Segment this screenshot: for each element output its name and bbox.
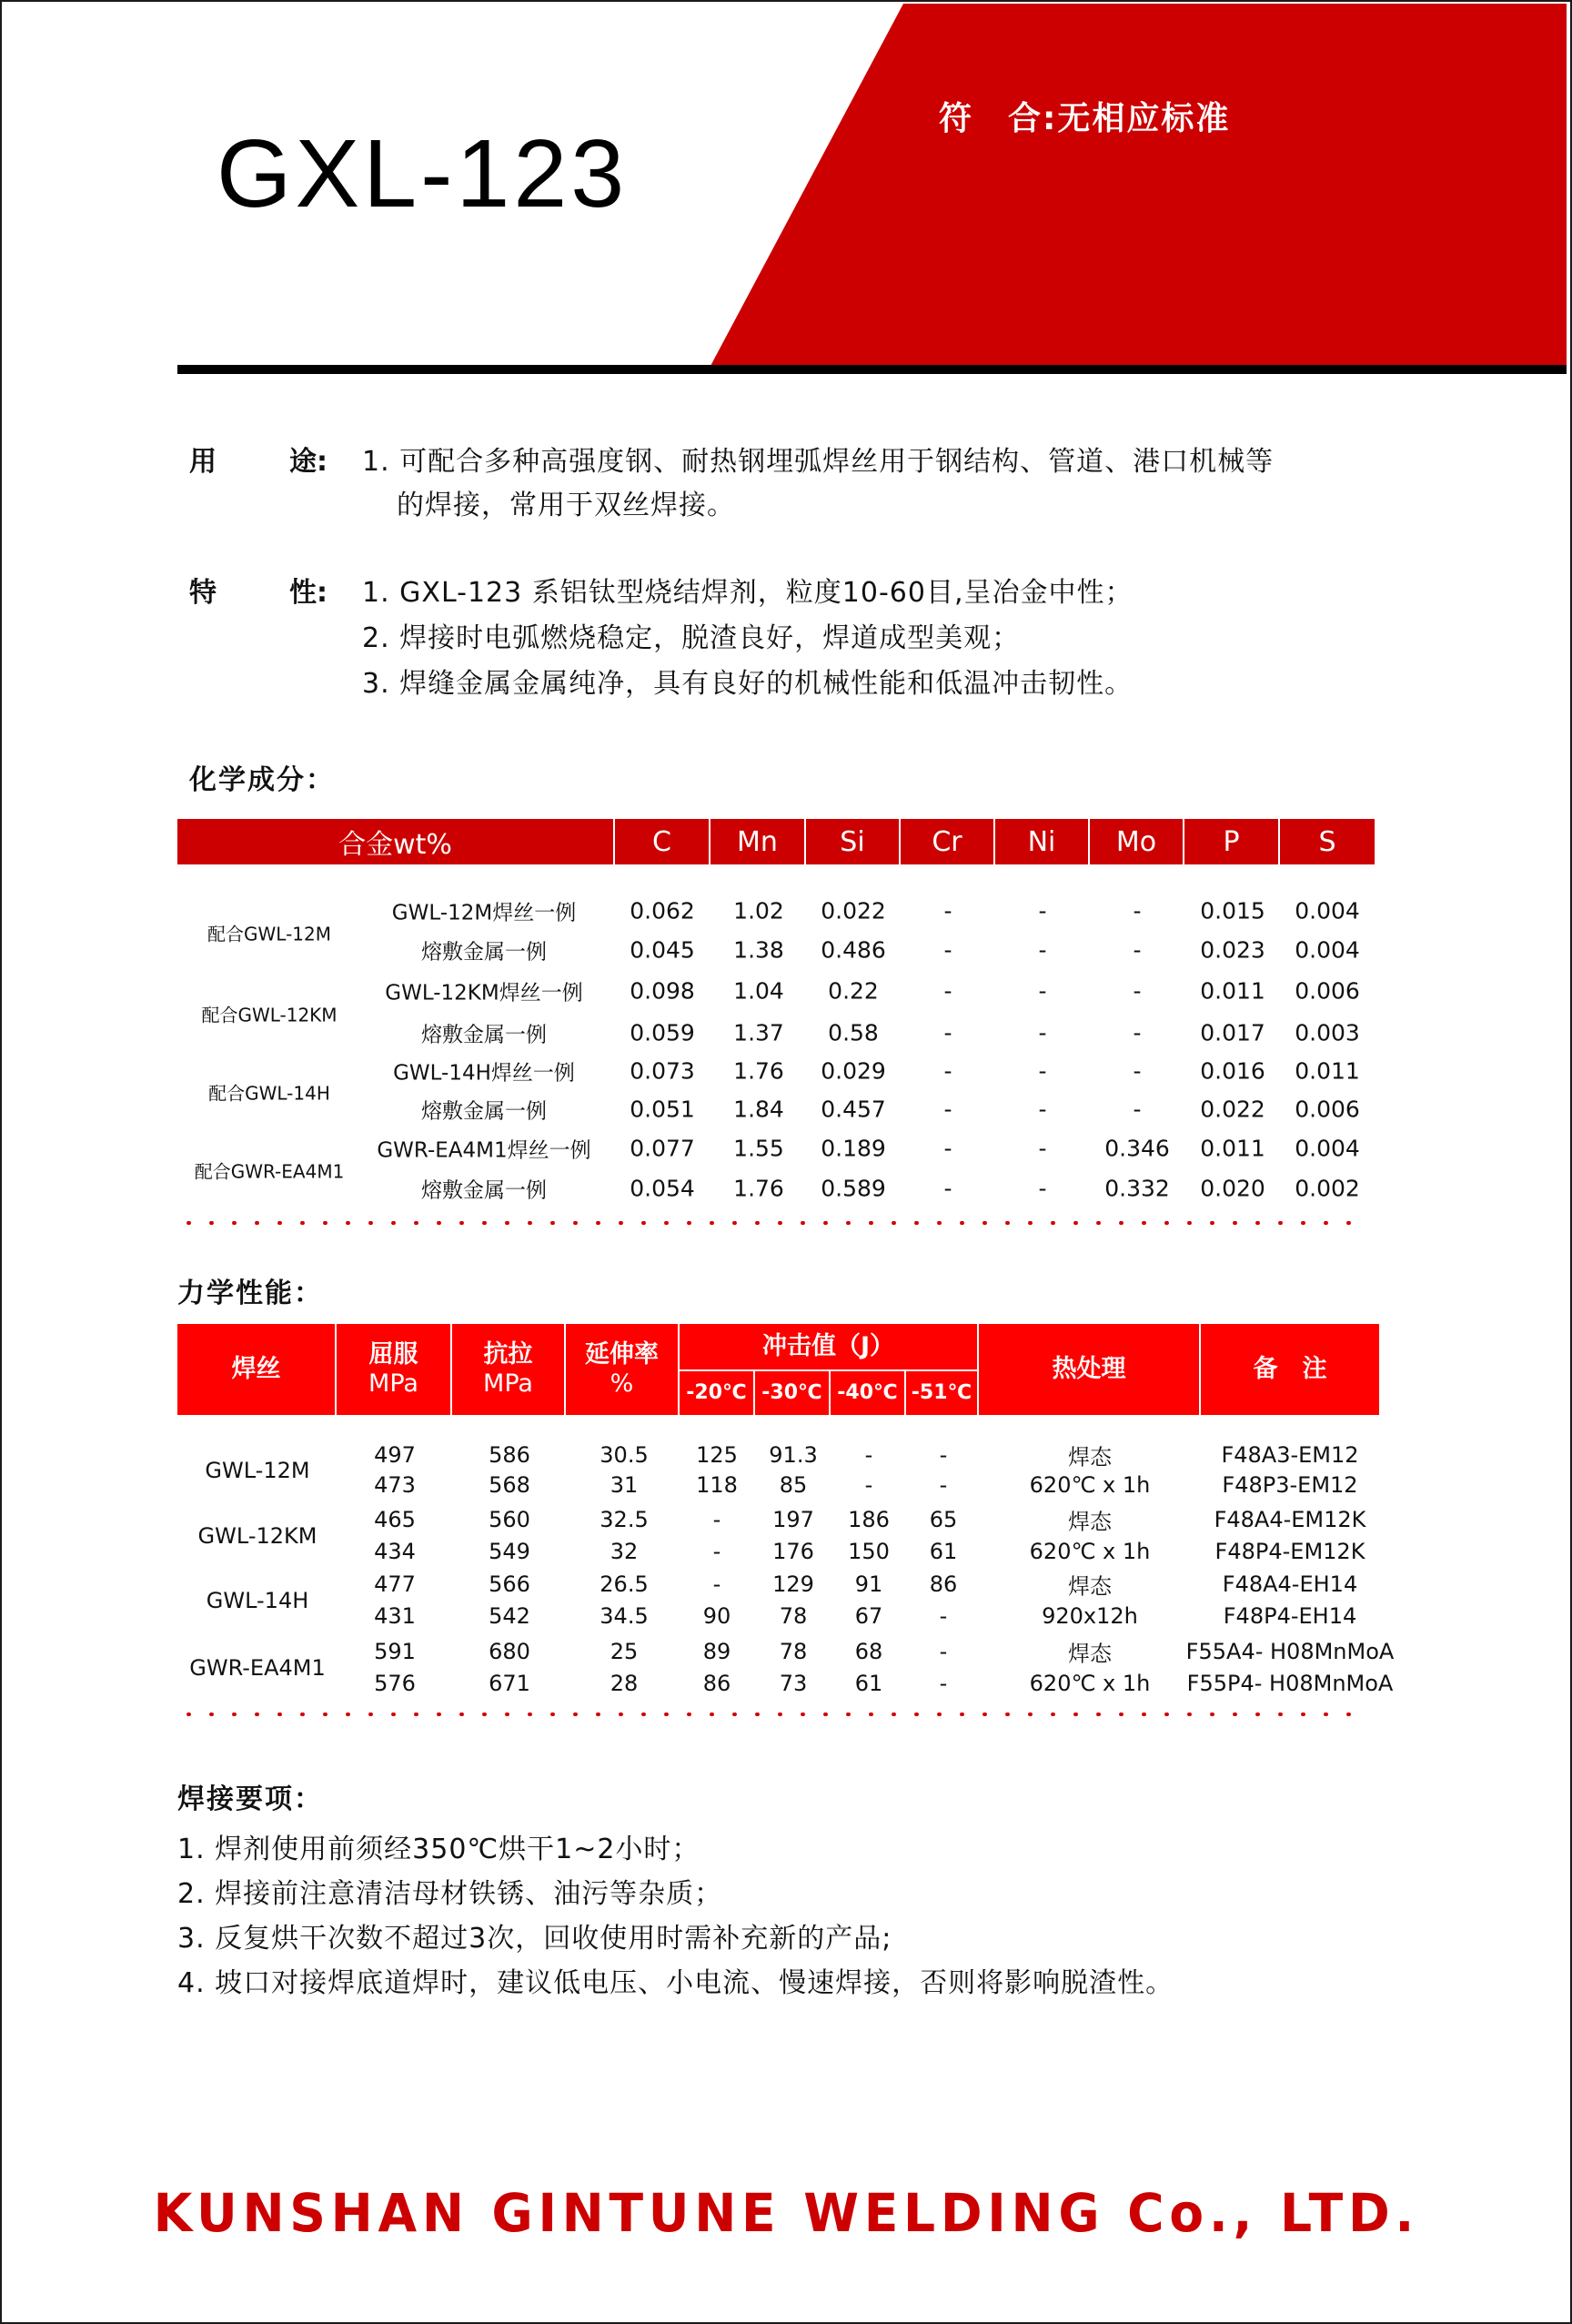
mech-value-cell: 129 bbox=[772, 1571, 814, 1597]
chem-value-cell: 0.054 bbox=[630, 1175, 695, 1202]
chemical-dotted-divider bbox=[177, 1221, 1360, 1225]
mech-value-cell: - bbox=[939, 1639, 948, 1664]
chem-value-cell: 0.006 bbox=[1295, 977, 1360, 1005]
mech-value-cell: 61 bbox=[929, 1539, 958, 1564]
chem-header-label: P bbox=[1223, 825, 1240, 858]
mech-value-cell: 86 bbox=[702, 1671, 731, 1696]
chem-row-name: 熔敷金属一例 bbox=[421, 1099, 547, 1124]
header-temp-51 bbox=[906, 1371, 979, 1417]
mech-wire-label: GWL-12KM bbox=[197, 1522, 317, 1549]
mech-value-cell: 566 bbox=[489, 1571, 530, 1597]
chem-value-cell: - bbox=[1038, 1019, 1047, 1046]
mech-value-cell: 67 bbox=[854, 1603, 883, 1629]
mech-value-cell: 118 bbox=[696, 1472, 738, 1498]
header-elongation bbox=[566, 1324, 680, 1417]
chem-value-cell: - bbox=[1133, 1019, 1142, 1046]
chem-header-label: S bbox=[1318, 825, 1336, 858]
chem-value-cell: 0.022 bbox=[1200, 1096, 1265, 1123]
header-tensile-unit: MPa bbox=[483, 1369, 533, 1398]
chem-value-cell: 0.023 bbox=[1200, 936, 1265, 964]
header-wire-label: 焊丝 bbox=[231, 1354, 281, 1383]
chem-value-cell: 0.003 bbox=[1295, 1019, 1360, 1046]
chem-value-cell: - bbox=[943, 897, 952, 925]
mech-value-cell: 186 bbox=[848, 1507, 890, 1532]
header-yield bbox=[337, 1324, 452, 1417]
mech-value-cell: 61 bbox=[854, 1671, 883, 1696]
chem-header-label: Cr bbox=[932, 825, 962, 858]
mech-value-cell: 125 bbox=[696, 1442, 738, 1468]
mech-value-cell: - bbox=[939, 1671, 948, 1696]
chem-value-cell: - bbox=[1133, 1057, 1142, 1085]
chem-value-cell: 0.486 bbox=[821, 936, 886, 964]
usage-label-char2: 途: bbox=[289, 446, 328, 478]
chem-value-cell: - bbox=[943, 1057, 952, 1085]
chem-value-cell: - bbox=[1038, 1135, 1047, 1162]
mech-value-cell: 焊态 bbox=[1068, 1573, 1112, 1600]
chem-value-cell: 1.55 bbox=[733, 1135, 784, 1162]
mech-value-cell: 78 bbox=[779, 1639, 808, 1664]
usage-line-1: 1. 可配合多种高强度钢、耐热钢埋弧焊丝用于钢结构、管道、港口机械等 bbox=[362, 446, 1275, 478]
mech-value-cell: 620℃ x 1h bbox=[1029, 1539, 1151, 1564]
mech-value-cell: 65 bbox=[929, 1507, 958, 1532]
header-elongation-label: 延伸率 bbox=[585, 1339, 659, 1369]
red-diagonal-panel bbox=[710, 4, 1567, 368]
chem-value-cell: 1.76 bbox=[733, 1057, 784, 1085]
mech-value-cell: 150 bbox=[848, 1539, 890, 1564]
chem-value-cell: - bbox=[943, 1135, 952, 1162]
chem-value-cell: 1.38 bbox=[733, 936, 784, 964]
chem-value-cell: 0.189 bbox=[821, 1135, 886, 1162]
mech-value-cell: F48P4-EM12K bbox=[1214, 1539, 1365, 1564]
chem-value-cell: 0.051 bbox=[630, 1096, 695, 1123]
mech-value-cell: 30.5 bbox=[600, 1442, 649, 1468]
chem-value-cell: 0.002 bbox=[1295, 1175, 1360, 1202]
header-tensile-label: 抗拉 bbox=[483, 1339, 533, 1369]
mech-value-cell: - bbox=[864, 1442, 873, 1468]
mech-value-cell: - bbox=[712, 1571, 721, 1597]
header-impact bbox=[680, 1324, 979, 1371]
header-tensile bbox=[452, 1324, 566, 1417]
chem-value-cell: 0.006 bbox=[1295, 1096, 1360, 1123]
mech-value-cell: 25 bbox=[610, 1639, 639, 1664]
header-temp-20-label: -20℃ bbox=[686, 1380, 747, 1404]
chem-value-cell: 1.76 bbox=[733, 1175, 784, 1202]
chem-value-cell: 0.016 bbox=[1200, 1057, 1265, 1085]
mech-value-cell: 568 bbox=[489, 1472, 530, 1498]
mech-value-cell: F48A4-EM12K bbox=[1214, 1507, 1366, 1532]
mech-value-cell: - bbox=[939, 1603, 948, 1629]
chem-value-cell: 1.04 bbox=[733, 977, 784, 1005]
chem-value-cell: 0.073 bbox=[630, 1057, 695, 1085]
mech-value-cell: 焊态 bbox=[1068, 1509, 1112, 1535]
chem-value-cell: 0.017 bbox=[1200, 1019, 1265, 1046]
mech-value-cell: 920x12h bbox=[1042, 1603, 1138, 1629]
chem-header-cell bbox=[710, 819, 806, 864]
mech-value-cell: 465 bbox=[374, 1507, 416, 1532]
chem-value-cell: 0.58 bbox=[828, 1019, 879, 1046]
mech-value-cell: 73 bbox=[779, 1671, 808, 1696]
welding-note-1: 1. 焊剂使用前须经350℃烘干1~2小时； bbox=[177, 1834, 700, 1865]
welding-note-4: 4. 坡口对接焊底道焊时，建议低电压、小电流、慢速焊接，否则将影响脱渣性。 bbox=[177, 1967, 1174, 1999]
chem-header-cell bbox=[1184, 819, 1280, 864]
mech-value-cell: 176 bbox=[772, 1539, 814, 1564]
chem-value-cell: - bbox=[1038, 1057, 1047, 1085]
chem-value-cell: 0.029 bbox=[821, 1057, 886, 1085]
chem-value-cell: 0.457 bbox=[821, 1096, 886, 1123]
chem-header-cell bbox=[1280, 819, 1375, 864]
chem-value-cell: 0.098 bbox=[630, 977, 695, 1005]
mech-value-cell: 32.5 bbox=[600, 1507, 649, 1532]
chem-value-cell: 0.346 bbox=[1104, 1135, 1170, 1162]
header-temp-40-label: -40℃ bbox=[837, 1380, 898, 1404]
header-wire bbox=[177, 1324, 337, 1417]
mech-wire-label: GWR-EA4M1 bbox=[189, 1654, 326, 1681]
chem-header-label: Mn bbox=[737, 825, 778, 858]
mech-value-cell: F48A4-EH14 bbox=[1222, 1571, 1358, 1597]
mechanical-section-title: 力学性能： bbox=[177, 1278, 323, 1309]
mech-value-cell: 78 bbox=[779, 1603, 808, 1629]
chem-value-cell: - bbox=[1133, 977, 1142, 1005]
mech-value-cell: 焊态 bbox=[1068, 1641, 1112, 1667]
mech-wire-label: GWL-12M bbox=[205, 1457, 310, 1483]
chem-row-name: 熔敷金属一例 bbox=[421, 1023, 547, 1047]
chem-value-cell: - bbox=[1133, 897, 1142, 925]
chem-header-cell bbox=[615, 819, 710, 864]
mech-value-cell: F48P4-EH14 bbox=[1223, 1603, 1357, 1629]
chem-value-cell: 0.045 bbox=[630, 936, 695, 964]
features-label-char2: 性: bbox=[289, 577, 328, 609]
chem-value-cell: 0.011 bbox=[1200, 977, 1265, 1005]
mech-value-cell: - bbox=[712, 1539, 721, 1564]
features-line-2: 2. 焊接时电弧燃烧稳定，脱渣良好，焊道成型美观； bbox=[362, 622, 1021, 654]
header-temp-30-label: -30℃ bbox=[761, 1380, 822, 1404]
chem-value-cell: - bbox=[1133, 936, 1142, 964]
mech-value-cell: 473 bbox=[374, 1472, 416, 1498]
mech-value-cell: - bbox=[939, 1442, 948, 1468]
chem-value-cell: - bbox=[943, 1019, 952, 1046]
chem-value-cell: 0.011 bbox=[1200, 1135, 1265, 1162]
chem-value-cell: - bbox=[943, 1096, 952, 1123]
company-name: KUNSHAN GINTUNE WELDING Co., LTD. bbox=[153, 2182, 1419, 2244]
header-heat-treatment bbox=[979, 1324, 1201, 1417]
chem-header-label: Ni bbox=[1027, 825, 1056, 858]
mech-value-cell: 620℃ x 1h bbox=[1029, 1472, 1151, 1498]
chem-header-cell bbox=[901, 819, 995, 864]
mech-value-cell: 620℃ x 1h bbox=[1029, 1671, 1151, 1696]
mech-value-cell: 586 bbox=[489, 1442, 530, 1468]
mech-value-cell: 197 bbox=[772, 1507, 814, 1532]
welding-note-3: 3. 反复烘干次数不超过3次，回收使用时需补充新的产品; bbox=[177, 1923, 892, 1955]
mech-value-cell: 671 bbox=[489, 1671, 530, 1696]
mech-value-cell: 477 bbox=[374, 1571, 416, 1597]
mech-value-cell: 576 bbox=[374, 1671, 416, 1696]
mech-value-cell: F55A4- H08MnMoA bbox=[1185, 1639, 1395, 1664]
chem-header-cell bbox=[177, 819, 615, 864]
header-yield-unit: MPa bbox=[368, 1369, 418, 1398]
usage-label-char1: 用 bbox=[189, 446, 217, 478]
mech-value-cell: - bbox=[712, 1507, 721, 1532]
chem-row-name: GWL-12M焊丝一例 bbox=[391, 901, 577, 925]
header-elongation-unit: % bbox=[610, 1369, 634, 1398]
header-remarks bbox=[1201, 1324, 1379, 1417]
header-temp-51-label: -51℃ bbox=[911, 1380, 972, 1404]
chem-header-label: C bbox=[652, 825, 671, 858]
chem-value-cell: - bbox=[1038, 1175, 1047, 1202]
mech-value-cell: 32 bbox=[610, 1539, 639, 1564]
chem-value-cell: - bbox=[943, 977, 952, 1005]
header-remarks-label: 备 注 bbox=[1253, 1354, 1327, 1383]
standard-label: 符 合:无相应标准 bbox=[939, 100, 1231, 137]
chem-group-label: 配合GWL-12M bbox=[207, 923, 331, 945]
mech-value-cell: F48P3-EM12 bbox=[1222, 1472, 1358, 1498]
chem-header-label: 合金wt% bbox=[338, 829, 452, 861]
chem-value-cell: 0.011 bbox=[1295, 1057, 1360, 1085]
mech-value-cell: 68 bbox=[854, 1639, 883, 1664]
mech-value-cell: 85 bbox=[779, 1472, 808, 1498]
mech-value-cell: F48A3-EM12 bbox=[1221, 1442, 1359, 1468]
chem-value-cell: 0.589 bbox=[821, 1175, 886, 1202]
chem-value-cell: - bbox=[1038, 936, 1047, 964]
mech-value-cell: F55P4- H08MnMoA bbox=[1186, 1671, 1394, 1696]
mech-value-cell: 434 bbox=[374, 1539, 416, 1564]
mech-value-cell: 591 bbox=[374, 1639, 416, 1664]
chem-value-cell: 0.062 bbox=[630, 897, 695, 925]
chem-value-cell: 1.02 bbox=[733, 897, 784, 925]
chem-value-cell: 0.332 bbox=[1104, 1175, 1170, 1202]
chem-header-label: Mo bbox=[1115, 825, 1157, 858]
chem-value-cell: 1.37 bbox=[733, 1019, 784, 1046]
chem-row-name: GWL-12KM焊丝一例 bbox=[385, 981, 583, 1005]
header-impact-label: 冲击值（J） bbox=[761, 1331, 895, 1360]
chem-value-cell: 0.22 bbox=[828, 977, 879, 1005]
mech-value-cell: 89 bbox=[702, 1639, 731, 1664]
header-temp-20 bbox=[680, 1371, 755, 1417]
chem-row-name: 熔敷金属一例 bbox=[421, 1178, 547, 1203]
mech-value-cell: 28 bbox=[610, 1671, 639, 1696]
chem-value-cell: 0.077 bbox=[630, 1135, 695, 1162]
chem-header-cell bbox=[1090, 819, 1184, 864]
chem-value-cell: 0.015 bbox=[1200, 897, 1265, 925]
chem-value-cell: 0.004 bbox=[1295, 1135, 1360, 1162]
chem-value-cell: 1.84 bbox=[733, 1096, 784, 1123]
welding-notes-title: 焊接要项： bbox=[177, 1783, 323, 1815]
mech-value-cell: 497 bbox=[374, 1442, 416, 1468]
chem-header-cell bbox=[995, 819, 1090, 864]
chem-value-cell: 0.004 bbox=[1295, 897, 1360, 925]
header-divider bbox=[177, 365, 1567, 374]
chemical-section-title: 化学成分： bbox=[189, 764, 335, 796]
header-temp-30 bbox=[755, 1371, 831, 1417]
welding-note-2: 2. 焊接前注意清洁母材铁锈、油污等杂质； bbox=[177, 1878, 723, 1910]
usage-line-2: 的焊接，常用于双丝焊接。 bbox=[397, 490, 735, 521]
header-heat-treatment-label: 热处理 bbox=[1052, 1354, 1126, 1383]
mech-value-cell: - bbox=[939, 1472, 948, 1498]
mech-value-cell: 680 bbox=[489, 1639, 530, 1664]
chem-row-name: 熔敷金属一例 bbox=[421, 940, 547, 965]
chem-value-cell: - bbox=[1133, 1096, 1142, 1123]
chem-group-label: 配合GWR-EA4M1 bbox=[194, 1160, 345, 1183]
mech-value-cell: 91 bbox=[854, 1571, 883, 1597]
chem-value-cell: 0.022 bbox=[821, 897, 886, 925]
features-label-char1: 特 bbox=[189, 577, 217, 609]
mech-value-cell: 86 bbox=[929, 1571, 958, 1597]
mech-value-cell: 560 bbox=[489, 1507, 530, 1532]
chem-value-cell: - bbox=[1038, 1096, 1047, 1123]
mech-value-cell: - bbox=[864, 1472, 873, 1498]
chem-group-label: 配合GWL-12KM bbox=[201, 1004, 338, 1026]
mechanical-dotted-divider bbox=[177, 1713, 1360, 1716]
mech-value-cell: 34.5 bbox=[600, 1603, 649, 1629]
chem-value-cell: 0.059 bbox=[630, 1019, 695, 1046]
mech-value-cell: 91.3 bbox=[769, 1442, 818, 1468]
chem-group-label: 配合GWL-14H bbox=[208, 1082, 330, 1105]
chem-value-cell: 0.004 bbox=[1295, 936, 1360, 964]
chem-header-label: Si bbox=[840, 825, 865, 858]
mech-value-cell: 90 bbox=[702, 1603, 731, 1629]
chem-value-cell: 0.020 bbox=[1200, 1175, 1265, 1202]
product-title: GXL-123 bbox=[217, 120, 629, 227]
chem-header-cell bbox=[806, 819, 901, 864]
mech-wire-label: GWL-14H bbox=[206, 1587, 309, 1613]
chem-row-name: GWL-14H焊丝一例 bbox=[393, 1061, 575, 1086]
features-line-3: 3. 焊缝金属金属纯净，具有良好的机械性能和低温冲击韧性。 bbox=[362, 668, 1134, 700]
chem-value-cell: - bbox=[1038, 897, 1047, 925]
chem-row-name: GWR-EA4M1焊丝一例 bbox=[377, 1138, 591, 1163]
mech-value-cell: 焊态 bbox=[1068, 1444, 1112, 1470]
header-temp-40 bbox=[831, 1371, 906, 1417]
mech-value-cell: 26.5 bbox=[600, 1571, 649, 1597]
chem-value-cell: - bbox=[1038, 977, 1047, 1005]
mech-value-cell: 542 bbox=[489, 1603, 530, 1629]
header-yield-label: 屈服 bbox=[368, 1339, 418, 1369]
mech-value-cell: 549 bbox=[489, 1539, 530, 1564]
footer bbox=[0, 2182, 1572, 2244]
mech-value-cell: 431 bbox=[374, 1603, 416, 1629]
features-line-1: 1. GXL-123 系铝钛型烧结焊剂，粒度10-60目,呈冶金中性； bbox=[362, 577, 1134, 609]
chem-value-cell: - bbox=[943, 936, 952, 964]
mech-value-cell: 31 bbox=[610, 1472, 639, 1498]
chem-value-cell: - bbox=[943, 1175, 952, 1202]
